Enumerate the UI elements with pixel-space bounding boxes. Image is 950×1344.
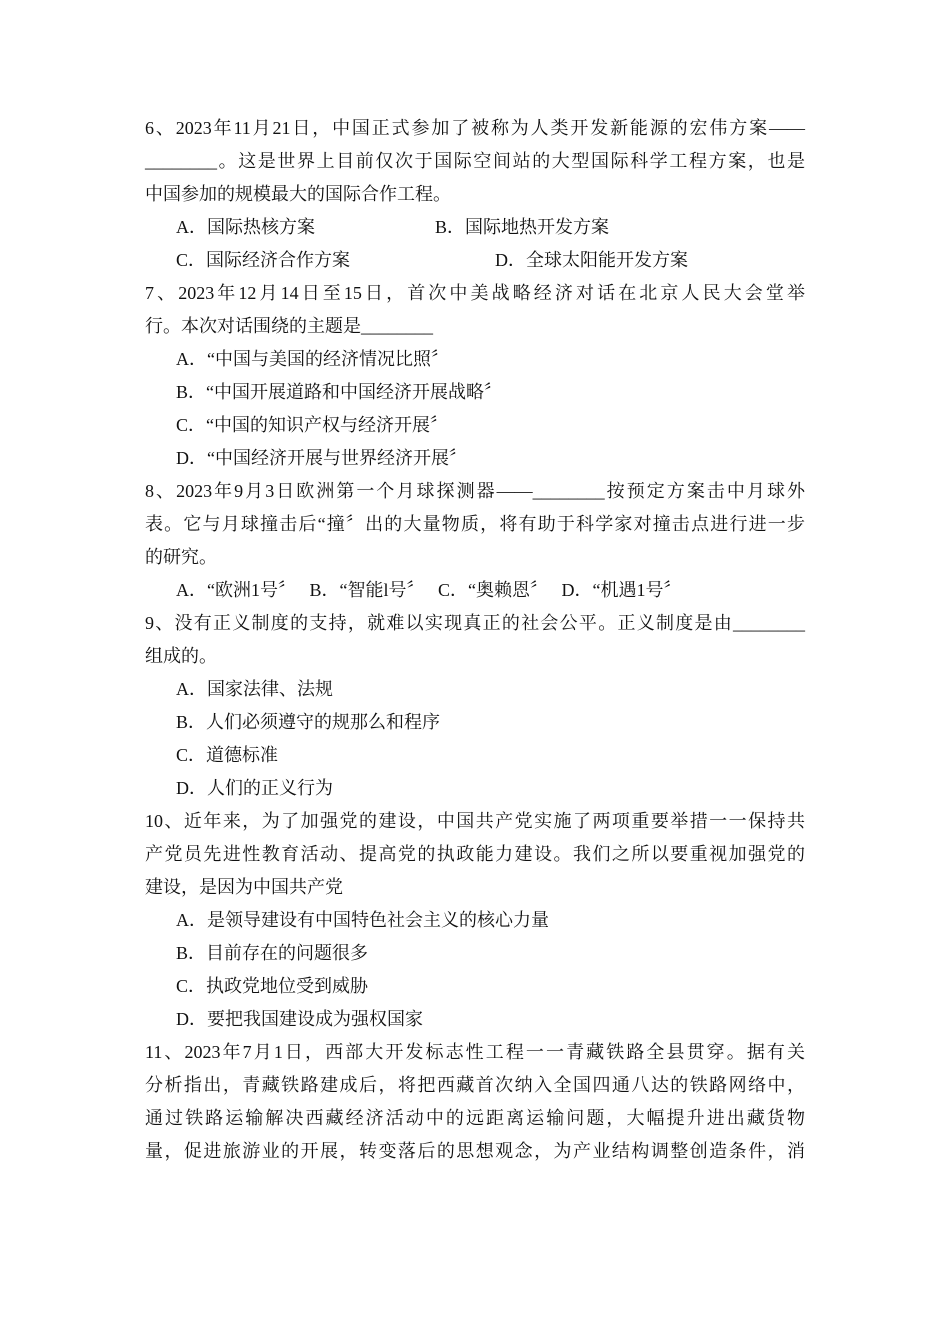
q8-line-2: 表。它与月球撞击后“撞〞出的大量物质，将有助于科学家对撞击点进行进一步 [145, 514, 805, 534]
q10-option-a: A．是领导建设有中国特色社会主义的核心力量 [176, 910, 549, 930]
q7-option-a: A．“中国与美国的经济情况比照〞 [176, 349, 449, 369]
q7-line-1: 7、2023年12月14日至15日，首次中美战略经济对话在北京人民大会堂举 [145, 283, 805, 303]
q7-option-b: B．“中国开展道路和中国经济开展战略〞 [176, 382, 502, 402]
q6-option-c: C．国际经济合作方案 [176, 250, 351, 270]
q10-line-3: 建设，是因为中国共产党 [145, 877, 343, 897]
q9-option-d: D．人们的正义行为 [176, 778, 333, 798]
q6-line-1: 6、2023年11月21日，中国正式参加了被称为人类开发新能源的宏伟方案—— [145, 118, 805, 138]
q7-line-2: 行。本次对话围绕的主题是________ [145, 316, 433, 336]
q10-option-c: C．执政党地位受到威胁 [176, 976, 369, 996]
q6-line-2: ________。这是世界上目前仅次于国际空间站的大型国际科学工程方案，也是 [145, 151, 805, 171]
q7-option-c: C．“中国的知识产权与经济开展〞 [176, 415, 448, 435]
q10-option-b: B．目前存在的问题很多 [176, 943, 369, 963]
q8-line-3: 的研究。 [145, 547, 217, 567]
q11-line-3: 通过铁路运输解决西藏经济活动中的远距离运输问题，大幅提升进出藏货物 [145, 1108, 805, 1128]
q8-line-1: 8、2023年9月3日欧洲第一个月球探测器——________按预定方案击中月球外 [145, 481, 805, 501]
q6-option-a: A．国际热核方案 [176, 217, 315, 237]
q11-line-1: 11、2023年7月1日，西部大开发标志性工程一一青藏铁路全县贯穿。据有关 [145, 1042, 805, 1062]
q6-option-d: D．全球太阳能开发方案 [495, 250, 688, 270]
q6-option-b: B．国际地热开发方案 [435, 217, 610, 237]
q8-options: A．“欧洲1号〞 B．“智能l号〞 C．“奥赖恩〞 D．“机遇1号〞 [176, 580, 682, 600]
q9-option-c: C．道德标准 [176, 745, 279, 765]
q10-option-d: D．要把我国建设成为强权国家 [176, 1009, 423, 1029]
q11-line-2: 分析指出，青藏铁路建成后，将把西藏首次纳入全国四通八达的铁路网络中， [145, 1075, 805, 1095]
q10-line-2: 产党员先进性教育活动、提高党的执政能力建设。我们之所以要重视加强党的 [145, 844, 805, 864]
q9-line-1: 9、没有正义制度的支持，就难以实现真正的社会公平。正义制度是由________ [145, 613, 805, 633]
q10-line-1: 10、近年来，为了加强党的建设，中国共产党实施了两项重要举措一一保持共 [145, 811, 805, 831]
q9-line-2: 组成的。 [145, 646, 217, 666]
q9-option-a: A．国家法律、法规 [176, 679, 333, 699]
q7-option-d: D．“中国经济开展与世界经济开展〞 [176, 448, 467, 468]
q9-option-b: B．人们必须遵守的规那么和程序 [176, 712, 441, 732]
q6-line-3: 中国参加的规模最大的国际合作工程。 [145, 184, 451, 204]
q11-line-4: 量，促进旅游业的开展，转变落后的思想观念，为产业结构调整创造条件，消 [145, 1141, 805, 1161]
